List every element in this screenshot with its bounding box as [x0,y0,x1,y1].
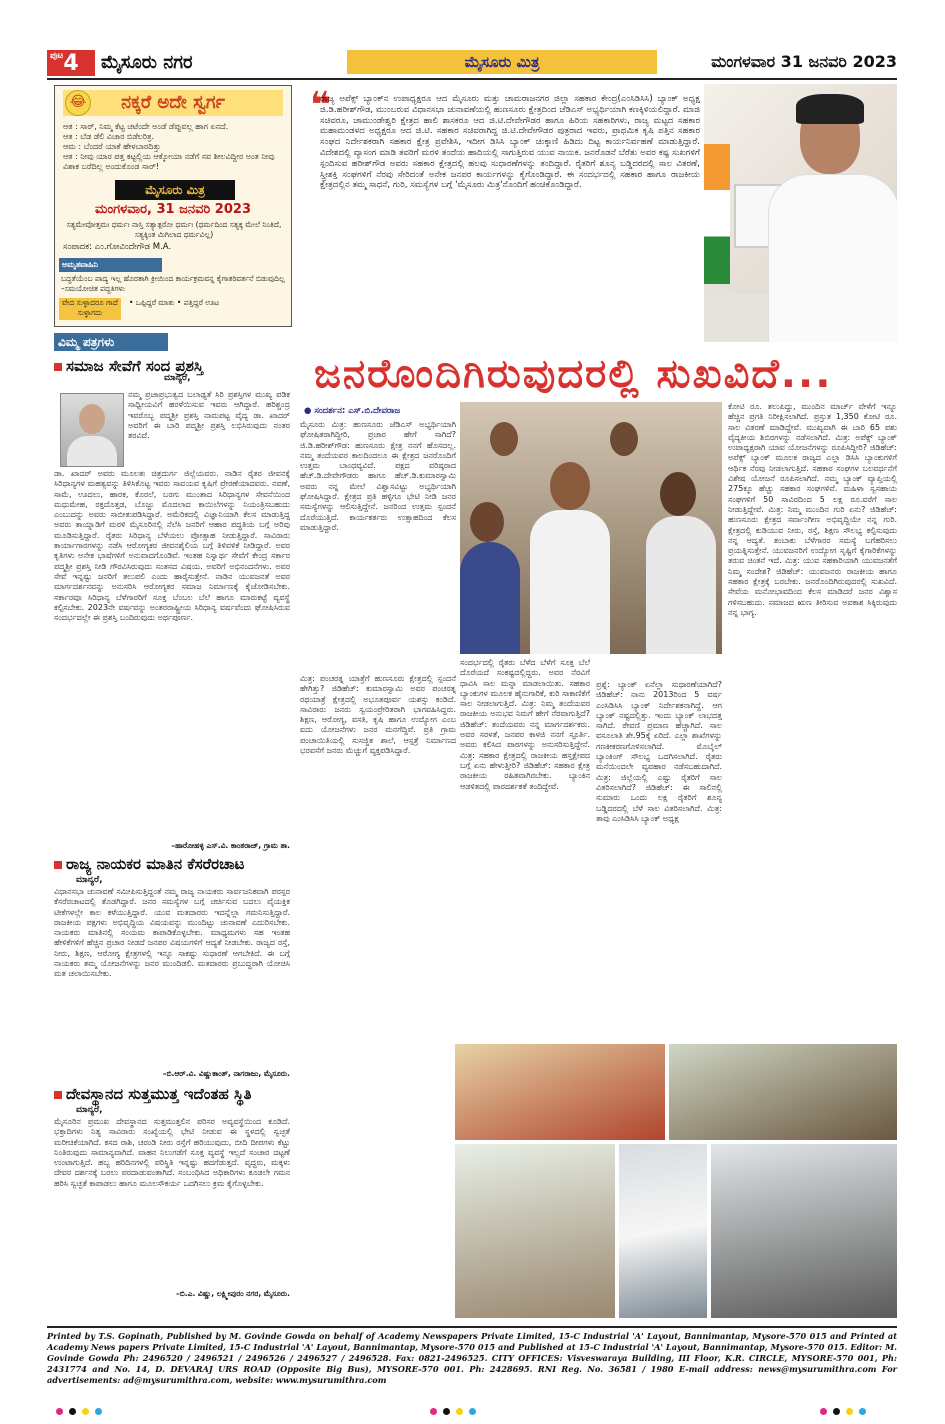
letter-signature: –ಬಿ.ಆರ್.ವಿ. ವಿಷ್ಣುಕಾಂತ್, ನಾಗರಾಜು, ಮೈಸೂರು. [162,1069,290,1078]
event-photo [455,1144,615,1318]
event-photo [455,1044,665,1140]
main-article [300,84,897,1319]
article-column: ಮೈಸೂರು ಮಿತ್ರ: ಹುಣಸೂರು ಜೆಡಿಎಸ್ ಅಭ್ಯರ್ಥಿಯಾಗಿ ಘೋಷಿತರಾಗಿದ್ದೀರಿ, ಪ್ರಚಾರ ಹೇಗೆ ಸಾಗಿದೆ? ಜಿ.ಡಿ.ಹರೀಶ್‌ಗೌಡ: ಹುಣಸೂರು ಕ್ಷೇತ್ರ ನನಗೆ ಹೊಸದಲ್ಲ. ನಮ್ಮ ತಂದೆಯವರ ಕಾಲದಿಂದಲೂ ಈ ಕ್ಷೇತ್ರದ ಜನರೊಂದಿಗೆ ಉತ್ತಮ ಬಾಂಧವ್ಯವಿದೆ. ಪಕ್ಷದ ವರಿಷ್ಠರಾದ ಹೆಚ್.ಡಿ.ದೇವೇಗೌಡರು ಹಾಗೂ ಹೆಚ್.ಡಿ.ಕುಮಾರಸ್ವಾಮಿ ಅವರು ನನ್ನ ಮೇಲೆ ವಿಶ್ವಾಸವಿಟ್ಟು ಅಭ್ಯರ್ಥಿಯಾಗಿ ಘೋಷಿಸಿದ್ದಾರೆ. ಕ್ಷೇತ್ರದ ಪ್ರತಿ ಹಳ್ಳಿಗೂ ಭೇಟಿ ನೀಡಿ ಜನರ ಸಮಸ್ಯೆಗಳನ್ನು ಆಲಿಸುತ್ತಿದ್ದೇನೆ. ಜನರಿಂದ ಉತ್ತಮ ಸ್ಪಂದನೆ ದೊರೆಯುತ್ತಿದೆ. ಕಾರ್ಯಕರ್ತರು ಉತ್ಸಾಹದಿಂದ ಕೆಲಸ ಮಾಡುತ್ತಿದ್ದಾರೆ. [300,420,456,532]
joke-dialogue [63,122,285,172]
bullet-square-icon [54,861,62,869]
letter-title: ರಾಜ್ಯ ನಾಯಕರ ಮಾತಿನ ಕೆಸರೆರಚಾಟ [54,855,244,873]
page-label: ಪುಟ [50,51,64,61]
joke-line: ಆತ : ಸಾರ್, ನಿಮ್ಮ ಕೆಟ್ಟ ಚಟೆಂದೇ ಅಂಡೆ ಡೆಪ್ಪುವಲ್ಲ ಹಾಗ ಏನದೆ. [63,122,229,131]
letter-title: ದೇವಸ್ಥಾನದ ಸುತ್ತಮುತ್ತ ಇದೆಂತಹ ಸ್ಥಿತಿ [54,1085,251,1103]
letter-signature: –ಬಿ.ಎ. ವಿಷ್ಣು, ಲಕ್ಷ್ಮೀಪುರಂ ನಗರ, ಮೈಸೂರು. [176,1289,290,1298]
article-column: ಸಂದರ್ಭದಲ್ಲಿ ರೈತರು ಬೆಳೆದ ಬೆಳೆಗೆ ಸೂಕ್ತ ಬೆಲೆ ದೊರೆಯದೆ ಸಂಕಷ್ಟದಲ್ಲಿದ್ದರು. ಅವರ ನೆರವಿಗೆ ಧಾವಿಸಿ ಸಾಲ ಮನ್ನಾ ಮಾಡಲಾಯಿತು. ಸಹಕಾರ ಬ್ಯಾಂಕುಗಳ ಮೂಲಕ ಹೈನುಗಾರಿಕೆ, ಕುರಿ ಸಾಕಾಣಿಕೆಗೆ ಸಾಲ ನೀಡಲಾಗುತ್ತಿದೆ. ಮಿತ್ರ: ನಿಮ್ಮ ತಂದೆಯವರ ರಾಜಕೀಯ ಅನುಭವ ನಿಮಗೆ ಹೇಗೆ ನೆರವಾಗುತ್ತಿದೆ? ಜಿಡಿಹೆಚ್: ತಂದೆಯವರು ನನ್ನ ಮಾರ್ಗದರ್ಶಕರು. ಅವರ ಸರಳತೆ, ಜನಪರ ಕಾಳಜಿ ನನಗೆ ಸ್ಫೂರ್ತಿ. ಅವರು ಕಲಿಸಿದ ಪಾಠಗಳನ್ನು ಅನುಸರಿಸುತ್ತಿದ್ದೇನೆ. ಮಿತ್ರ: ಸಹಕಾರ ಕ್ಷೇತ್ರದಲ್ಲಿ ರಾಜಕೀಯ ಹಸ್ತಕ್ಷೇಪದ ಬಗ್ಗೆ ಏನು ಹೇಳುತ್ತೀರಿ? ಜಿಡಿಹೆಚ್: ಸಹಕಾರ ಕ್ಷೇತ್ರ ರಾಜಕೀಯ ರಹಿತವಾಗಿರಬೇಕು. ಬ್ಯಾಂಕಿನ ಆಡಳಿತದಲ್ಲಿ ಪಾರದರ್ಶಕತೆ ತಂದಿದ್ದೇವೆ. [460,658,590,791]
printer-imprint: Printed by T.S. Gopinath, Published by M. Govinde Gowda on behalf of Academy Newspapers Private Limited, 15-C Industrial 'A' Layout, Bannimantap, Mysore-570 015 and Printed at Academy News papers Private Limited, 15-C Industrial 'A' Layout, Bannimantap, Mysore-570 015 and Published at 15-C Industrial 'A' Layout, Bannimantap, Mysore-570 015. Editor: M. Govinde Gowda Ph: 2496520 / 2496521 / 2496526 / 2496527 / 2496528. Fax: 0821-2496525. CITY OFFICES: Visveswaraya Building, III Floor, K.R. CIRCLE, MYSORE-570 001, Ph: 2431774 and No. 14, D. DEVARAJ URS ROAD (Opposite Big Bus), MYSORE-570 001. Ph: 2428695. RNI Reg. No. 36581 / 1980 E-mail address: news@mysurumithra.com For advertisements: ad@mysurumithra.com, website: www.mysurumithra.com [47,1326,897,1389]
bullet-square-icon [54,1091,62,1099]
issue-date: ಮಂಗಳವಾರ 31 ಜನವರಿ 2023 [711,52,897,71]
proverb-label: ವೇದ ಸುಳ್ಳಾದರೂ ಗಾದೆ ಸುಳ್ಳಾಗದು [59,298,121,320]
event-photo [619,1144,707,1318]
nakkare-box [54,85,292,327]
article-intro: ರಾಜ್ಯ ಅಪೆಕ್ಸ್ ಬ್ಯಾಂಕ್‌ನ ಉಪಾಧ್ಯಕ್ಷರೂ ಆದ ಮೈಸೂರು ಮತ್ತು ಚಾಮರಾಜನಗರ ಜಿಲ್ಲಾ ಸಹಕಾರ ಕೇಂದ್ರ(ಎಂಸಿಡಿಸಿಸಿ) ಬ್ಯಾಂಕ್ ಅಧ್ಯಕ್ಷ ಜಿ.ಡಿ.ಹರೀಶ್‌ಗೌಡ, ಮುಂಬರುವ ವಿಧಾನಸಭಾ ಚುನಾವಣೆಯಲ್ಲಿ ಹುಣಸೂರು ಕ್ಷೇತ್ರದಿಂದ ಜೆಡಿಎಸ್ ಅಭ್ಯರ್ಥಿಯಾಗಿ ಕಣಕ್ಕಿಳಿಯಲಿದ್ದಾರೆ. ಮಾಜಿ ಸಚಿವರೂ, ಚಾಮುಂಡೇಶ್ವರಿ ಕ್ಷೇತ್ರದ ಹಾಲಿ ಶಾಸಕರೂ ಆದ ಜಿ.ಟಿ.ದೇವೇಗೌಡರ ಹಾಗೂ ಹಿರಿಯ ಸಹಕಾರಿಗಳು, ರಾಜ್ಯ ಮಟ್ಟದ ಸಹಕಾರ ಮಹಾಮಂಡಳದ ಅಧ್ಯಕ್ಷರೂ ಆದ ಜಿ.ಟಿ. ಸಹಕಾರ ಸಚಿವರಾಗಿದ್ದ ಜಿ.ಟಿ.ದೇವೇಗೌಡರ ಪುತ್ರರಾದ ಇವರು, ಪ್ರಾಥಮಿಕ ಕೃಷಿ ಪತ್ತಿನ ಸಹಕಾರ ಸಂಘದ ನಿರ್ದೇಶಕರಾಗಿ ಸಹಕಾರ ಕ್ಷೇತ್ರ ಪ್ರವೇಶಿಸಿ, ಇದೀಗ ಡಿಸಿಸಿ ಬ್ಯಾಂಕ್ ಚುಕ್ಕಾಣಿ ಹಿಡಿದು ದಿಟ್ಟ ಕಾರ್ಯನಿರ್ವಹಣೆ ಮಾಡುತ್ತಿದ್ದಾರೆ. ವಿದೇಶದಲ್ಲಿ ವ್ಯಾಸಂಗ ಮಾಡಿ ತವರಿಗೆ ಮರಳಿ ತಂದೆಯ ಹಾದಿಯಲ್ಲಿ ಸಾಗುತ್ತಿರುವ ಯುವ ನಾಯಕ. ಜನರೊಡನೆ ಬೆರೆತು ಅವರ ಕಷ್ಟ ಸುಖಗಳಿಗೆ ಸ್ಪಂದಿಸುವ ಹರೀಶ್‌ಗೌಡ ಅವರು ಸಹಕಾರ ಕ್ಷೇತ್ರದಲ್ಲಿ ಹಲವು ಸುಧಾರಣೆಗಳನ್ನು ತಂದಿದ್ದಾರೆ. ರೈತರಿಗೆ ಶೂನ್ಯ ಬಡ್ಡಿದರದಲ್ಲಿ ಸಾಲ ವಿತರಣೆ, ಸ್ತ್ರೀಶಕ್ತಿ ಸಂಘಗಳಿಗೆ ನೆರವು ಸೇರಿದಂತೆ ಅನೇಕ ಜನಪರ ಕಾರ್ಯಗಳನ್ನು ಕೈಗೊಂಡಿದ್ದಾರೆ. ಈ ಸಂದರ್ಭದಲ್ಲಿ ಸಹಕಾರ ಹಾಗೂ ರಾಜಕೀಯ ಕ್ಷೇತ್ರದಲ್ಲಿನ ತಮ್ಮ ಸಾಧನೆ, ಗುರಿ, ಸಮಸ್ಯೆಗಳ ಬಗ್ಗೆ 'ಮೈಸೂರು ಮಿತ್ರ'ನೊಂದಿಗೆ ಹಂಚಿಕೊಂಡಿದ್ದಾರೆ. [320,94,700,191]
event-photo [669,1044,897,1140]
joke-line: ಆತ : ನೀವು ಯಾರ ಪತ್ತ ಕಟ್ಟಲ್ಲಿಯ ಆಕ್ಕೋಯಾ ನಡೆಗೆ ಸವ ಶೀಲವಿದ್ದೀರ ಅಂತ ನೀವು ವಿಶಾಕ ಬರೆದಿಲ್ಲ ಅಂದುಕೊಂಡ ಸಾರ್! [63,152,275,171]
author-portrait [60,393,124,467]
section-title: ಮೈಸೂರು ನಗರ [101,52,193,73]
byline: ● ಸಂದರ್ಶನ: ಎಸ್.ಬಿ.ದೇವರಾಜ [304,406,401,416]
color-registration-dots [56,1400,136,1410]
letter-body: ಡಾ. ಖಾದರ್ ಅವರು ಮೂಲತಃ ಚಿತ್ರದುರ್ಗ ಜಿಲ್ಲೆಯವರು. ನಾಡಿನ ರೈತರ ಜೀವನಕ್ಕೆ ಸಿರಿಧಾನ್ಯಗಳ ಮಹತ್ವವನ್ನು ತಿಳಿಸಿಕೊಟ್ಟ ಇವರು ಸಾವಯವ ಕೃಷಿಗೆ ಪ್ರೇರಣೆಯಾದವರು. ನವಣೆ, ಸಾಮೆ, ಊದಲು, ಹಾರಕ, ಕೊರಲೆ, ಬರಗು ಮುಂತಾದ ಸಿರಿಧಾನ್ಯಗಳ ಸೇವನೆಯಿಂದ ಮಧುಮೇಹ, ರಕ್ತದೊತ್ತಡ, ಬೊಜ್ಜು ಮೊದಲಾದ ಕಾಯಿಲೆಗಳನ್ನು ನಿಯಂತ್ರಿಸಬಹುದು ಎಂಬುದನ್ನು ಅವರು ಸಾಬೀತುಪಡಿಸಿದ್ದಾರೆ. ಅಮೆರಿಕದಲ್ಲಿ ವಿಜ್ಞಾನಿಯಾಗಿ ಕೆಲಸ ಮಾಡುತ್ತಿದ್ದ ಅವರು ತಾಯ್ನಾಡಿಗೆ ಮರಳಿ ಮೈಸೂರಿನಲ್ಲಿ ನೆಲೆಸಿ ಜನರಿಗೆ ಆಹಾರ ಪದ್ಧತಿಯ ಬಗ್ಗೆ ಅರಿವು ಮೂಡಿಸುತ್ತಿದ್ದಾರೆ. ರೈತರು ಸಿರಿಧಾನ್ಯ ಬೆಳೆಯಲು ಪ್ರೋತ್ಸಾಹ ನೀಡುತ್ತಿದ್ದಾರೆ. ಸಾವಿರಾರು ಕಾರ್ಯಾಗಾರಗಳನ್ನು ನಡೆಸಿ ಆರೋಗ್ಯಕರ ಜೀವನಶೈಲಿಯ ಬಗ್ಗೆ ತಿಳಿವಳಿಕೆ ನೀಡಿದ್ದಾರೆ. ಅವರ ಕೃತಿಗಳು ಅನೇಕ ಭಾಷೆಗಳಿಗೆ ಅನುವಾದಗೊಂಡಿವೆ. ಇಂತಹ ನಿಸ್ವಾರ್ಥ ಸೇವೆಗೆ ಕೇಂದ್ರ ಸರ್ಕಾರ ಪದ್ಮಶ್ರೀ ಪ್ರಶಸ್ತಿ ನೀಡಿ ಗೌರವಿಸಿರುವುದು ಸಂತಸದ ವಿಷಯ. ಅವರಿಗೆ ಅಭಿನಂದನೆಗಳು. ಅವರ ಸೇವೆ ಇನ್ನಷ್ಟು ಜನರಿಗೆ ತಲುಪಲಿ ಎಂದು ಹಾರೈಸುತ್ತೇನೆ. ನಾಡಿನ ಯುವಜನತೆ ಅವರ ಮಾರ್ಗದರ್ಶನವನ್ನು ಅನುಸರಿಸಿ ಆರೋಗ್ಯಕರ ಸಮಾಜ ನಿರ್ಮಾಣಕ್ಕೆ ಕೈಜೋಡಿಸಬೇಕು. ಸರ್ಕಾರವೂ ಸಿರಿಧಾನ್ಯ ಬೆಳೆಗಾರರಿಗೆ ಸೂಕ್ತ ಬೆಂಬಲ ಬೆಲೆ ಹಾಗೂ ಮಾರುಕಟ್ಟೆ ವ್ಯವಸ್ಥೆ ಕಲ್ಪಿಸಬೇಕು. 2023ನೇ ವರ್ಷವನ್ನು ಅಂತರರಾಷ್ಟ್ರೀಯ ಸಿರಿಧಾನ್ಯ ವರ್ಷವೆಂದು ಘೋಷಿಸಿರುವ ಸಂದರ್ಭದಲ್ಲೇ ಈ ಪ್ರಶಸ್ತಿ ಬಂದಿರುವುದು ಅರ್ಥಪೂರ್ಣ. [54,469,290,623]
laughing-face-icon: 😂 [65,90,91,116]
joke-line: ಆಮ : ಬೆಂದರೆ ಯಾಕೆ ಹೇಳಬಾರದಿತ್ತು [63,142,161,151]
letter-salutation: ಮಾನ್ಯರೆ, [76,875,103,885]
nakkare-title: 😂 ನಕ್ಕರೆ ಅದೇ ಸ್ವರ್ಗ [63,90,283,116]
letter-salutation: ಮಾನ್ಯರೆ, [76,1105,103,1115]
article-headline: ಜನರೊಂದಿಗಿರುವುದರಲ್ಲಿ ಸುಖವಿದೆ... [314,351,833,397]
letter-title: ಸಮಾಜ ಸೇವೆಗೆ ಸಂದ ಪ್ರಶಸ್ತಿ [54,357,203,375]
page-number-badge [47,50,95,76]
photo-strip [455,1144,897,1318]
motto: ಸತ್ಯಮೇವೋತ್ತಮಃ ಧರ್ಮಃ ನಾಸ್ತಿ ಸತ್ಯಾತ್ಪರೋ ಧರ್ಮಃ (ಧರ್ಮದಿಂದ ಸತ್ಯಕ್ಕ ಮೇಲೆ ನಿಂತಿದೆ, ಸತ್ಯಕ್ಕಿಂತ ಮಿಗಿಲಾದ ಧರ್ಮವಿಲ್ಲ) [66,220,282,239]
event-photo [711,1144,897,1318]
left-column [54,85,292,1300]
photo-strip [455,1044,897,1140]
editor-name: ಸಂಪಾದಕ: ಎಂ.ಗೋವಿಂದೇಗೌಡ M.A. [63,242,172,252]
color-registration-dots [820,1400,900,1410]
article-column: ಮಿತ್ರ: ಪಂಚರತ್ನ ಯಾತ್ರೆಗೆ ಹುಣಸೂರು ಕ್ಷೇತ್ರದಲ್ಲಿ ಸ್ಪಂದನೆ ಹೇಗಿತ್ತು? ಜಿಡಿಹೆಚ್: ಕುಮಾರಸ್ವಾಮಿ ಅವರ ಪಂಚರತ್ನ ರಥಯಾತ್ರೆ ಕ್ಷೇತ್ರದಲ್ಲಿ ಅಭೂತಪೂರ್ವ ಯಶಸ್ಸು ಕಂಡಿದೆ. ಸಾವಿರಾರು ಜನರು ಸ್ವಯಂಪ್ರೇರಿತರಾಗಿ ಭಾಗವಹಿಸಿದ್ದರು. ಶಿಕ್ಷಣ, ಆರೋಗ್ಯ, ವಸತಿ, ಕೃಷಿ ಹಾಗೂ ಉದ್ಯೋಗ ಎಂಬ ಐದು ಯೋಜನೆಗಳು ಜನರ ಮನಗೆದ್ದಿವೆ. ಪ್ರತಿ ಗ್ರಾಮ ಪಂಚಾಯಿತಿಯಲ್ಲಿ ಸುಸಜ್ಜಿತ ಶಾಲೆ, ಆಸ್ಪತ್ರೆ ನಿರ್ಮಾಣದ ಭರವಸೆಗೆ ಜನರು ಮೆಚ್ಚುಗೆ ವ್ಯಕ್ತಪಡಿಸಿದ್ದಾರೆ. [300,674,456,756]
proverb-text: • ಒಪ್ಪಿದ್ದರೆ ಮಾತು • ಪತ್ತಿದ್ದರೆ ಊಟ [129,298,220,307]
page-number: 4 [63,50,79,76]
article-column: ಪ್ರಶ್ನೆ: ಬ್ಯಾಂಕ್ ಏನೆಲ್ಲಾ ಸುಧಾರಣೆಯಾಗಿದೆ? ಜಿಡಿಹೆಚ್: ನಾನು 2013ರಿಂದ 5 ವರ್ಷ ಎಂಸಿಡಿಸಿಸಿ ಬ್ಯಾಂಕ್ ನಿರ್ದೇಶಕನಾಗಿದ್ದೆ. ಆಗ ಬ್ಯಾಂಕ್ ನಷ್ಟದಲ್ಲಿತ್ತು. ಇಂದು ಬ್ಯಾಂಕ್ ಲಾಭದತ್ತ ಸಾಗಿದೆ. ಠೇವಣಿ ಪ್ರಮಾಣ ಹೆಚ್ಚಾಗಿದೆ. ಸಾಲ ವಸೂಲಾತಿ ಶೇ.95ಕ್ಕೆ ಏರಿದೆ. ಎಲ್ಲಾ ಶಾಖೆಗಳನ್ನು ಗಣಕೀಕರಣಗೊಳಿಸಲಾಗಿದೆ. ಮೊಬೈಲ್ ಬ್ಯಾಂಕಿಂಗ್ ಸೌಲಭ್ಯ ಒದಗಿಸಲಾಗಿದೆ. ರೈತರು ಮನೆಯಿಂದಲೇ ವ್ಯವಹಾರ ನಡೆಸಬಹುದಾಗಿದೆ. ಮಿತ್ರ: ಜಿಲ್ಲೆಯಲ್ಲಿ ಎಷ್ಟು ರೈತರಿಗೆ ಸಾಲ ವಿತರಿಸಲಾಗಿದೆ? ಜಿಡಿಹೆಚ್: ಈ ಸಾಲಿನಲ್ಲಿ ಸುಮಾರು ಒಂದು ಲಕ್ಷ ರೈತರಿಗೆ ಶೂನ್ಯ ಬಡ್ಡಿದರದಲ್ಲಿ ಬೆಳೆ ಸಾಲ ವಿತರಿಸಲಾಗಿದೆ. ಮಿತ್ರ: ತಾವು ಎಂಸಿಡಿಸಿಸಿ ಬ್ಯಾಂಕ್ ಅಧ್ಯಕ್ಷ [596,680,722,823]
amrutha-quote: ಬದ್ಧತೆಯೆಂಬ ಪಾದ್ಯ ಇಲ್ಲ ಹೊರತಾಗಿ ಕ್ರೀಯಿಂದ ಕಾರ್ಯಕ್ರಮವನ್ನ ಕೈಗಾತರಿವರ್ತನೆ ಬಿಡುವುದಿಲ್ಲ –ಸಮಯೋಚಿತ ಪದ್ಧತಿಗಳು [61,274,285,293]
page-header [47,50,897,80]
letters-section-header [54,333,290,353]
letter-body: ಮೈಸೂರಿನ ಪ್ರಮುಖ ದೇವಸ್ಥಾನದ ಸುತ್ತಮುತ್ತಲಿನ ಪರಿಸರ ಅವ್ಯವಸ್ಥೆಯಿಂದ ಕೂಡಿದೆ. ಭಕ್ತಾದಿಗಳು ನಿತ್ಯ ಸಾವಿರಾರು ಸಂಖ್ಯೆಯಲ್ಲಿ ಭೇಟಿ ನೀಡುವ ಈ ಸ್ಥಳದಲ್ಲಿ ಸ್ವಚ್ಛತೆ ಮರೀಚಿಕೆಯಾಗಿದೆ. ಕಸದ ರಾಶಿ, ಚರಂಡಿ ನೀರು ರಸ್ತೆಗೆ ಹರಿಯುವುದು, ಬೀದಿ ದೀಪಗಳು ಕೆಟ್ಟು ನಿಂತಿರುವುದು ಸಾಮಾನ್ಯವಾಗಿದೆ. ವಾಹನ ನಿಲುಗಡೆಗೆ ಸೂಕ್ತ ವ್ಯವಸ್ಥೆ ಇಲ್ಲದೆ ಸಂಚಾರ ದಟ್ಟಣೆ ಉಂಟಾಗುತ್ತಿದೆ. ಹಬ್ಬ ಹರಿದಿನಗಳಲ್ಲಿ ಪರಿಸ್ಥಿತಿ ಇನ್ನಷ್ಟು ಹದಗೆಡುತ್ತದೆ. ವೃದ್ಧರು, ಮಕ್ಕಳು ದೇವರ ದರ್ಶನಕ್ಕೆ ಬರಲು ಪರದಾಡುವಂತಾಗಿದೆ. ಸಂಬಂಧಿಸಿದ ಅಧಿಕಾರಿಗಳು ಕೂಡಲೇ ಗಮನ ಹರಿಸಿ ಸ್ವಚ್ಛತೆ ಕಾಪಾಡಲು ಹಾಗೂ ಮೂಲಸೌಕರ್ಯ ಒದಗಿಸಲು ಕ್ರಮ ಕೈಗೊಳ್ಳಬೇಕು. [54,1117,290,1188]
amrutha-label: ಅಮೃತವಾಹಿನಿ [59,258,162,272]
letter-body: ನಮ್ಮ ಪ್ರಜಾಪ್ರಭುತ್ವದ ಬಲಾಢ್ಯತೆ ಸಿರಿ ಪ್ರಶಸ್ತಿಗಳ ಮುಖ್ಯ ಪಡಿಕ ಸಾಧ್ವೀಯವಿಗೆ ಹರಳೆಯಿಸುವ ಇವರು ಆಗಿದ್ದಾರೆ. ಹರಿಶ್ಚಂದ್ರ ಇವರೊಬ್ಬ ಪದ್ಮಶ್ರೀ ಪ್ರಶಸ್ತಿ ನಾಮಪಟ್ಟ ವೈದ್ಯ ಡಾ. ಖಾದರ್ ಅವರಿಗೆ ಈ ಬಾರಿ ಪದ್ಮಶ್ರೀ ಪ್ರಶಸ್ತಿ ಲಭಿಸಿರುವುದು ನಂತರ ತರವಿದೆ. [128,390,290,441]
bullet-square-icon [54,363,62,371]
article-column: ಕೋಟಿ ರೂ. ತಲುಪಿದ್ದು, ಮುಂದಿನ ಮಾರ್ಚ್ ವೇಳೆಗೆ ಇನ್ನೂ ಹೆಚ್ಚಿನ ಪ್ರಗತಿ ನಿರೀಕ್ಷಿಸಲಾಗಿದೆ. ಪ್ರಸ್ತುತ 1,350 ಕೋಟಿ ರೂ. ಸಾಲ ವಿತರಣೆ ಮಾಡಿದ್ದೇವೆ. ಮುಖ್ಯವಾಗಿ ಈ ಬಾರಿ 65 ಪಶು ವೈದ್ಯಕೀಯ ಶಿಬಿರಗಳನ್ನು ನಡೆಸಲಾಗಿದೆ. ಮಿತ್ರ: ಅಪೆಕ್ಸ್ ಬ್ಯಾಂಕ್ ಉಪಾಧ್ಯಕ್ಷರಾಗಿ ಯಾವ ಯೋಜನೆಗಳನ್ನು ರೂಪಿಸಿದ್ದೀರಿ? ಜಿಡಿಹೆಚ್: ಅಪೆಕ್ಸ್ ಬ್ಯಾಂಕ್ ಮೂಲಕ ರಾಜ್ಯದ ಎಲ್ಲಾ ಡಿಸಿಸಿ ಬ್ಯಾಂಕುಗಳಿಗೆ ಆರ್ಥಿಕ ನೆರವು ನೀಡಲಾಗುತ್ತಿದೆ. ಸಹಕಾರ ಸಂಘಗಳ ಬಲವರ್ಧನೆಗೆ ವಿಶೇಷ ಯೋಜನೆ ರೂಪಿಸಲಾಗಿದೆ. ನಮ್ಮ ಬ್ಯಾಂಕ್ ವ್ಯಾಪ್ತಿಯಲ್ಲಿ 275ಕ್ಕೂ ಹೆಚ್ಚು ಸಹಕಾರ ಸಂಘಗಳಿವೆ. ಮಹಿಳಾ ಸ್ವಸಹಾಯ ಸಂಘಗಳಿಗೆ 50 ಸಾವಿರದಿಂದ 5 ಲಕ್ಷ ರೂ.ವರೆಗೆ ಸಾಲ ನೀಡುತ್ತಿದ್ದೇವೆ. ಮಿತ್ರ: ನಿಮ್ಮ ಮುಂದಿನ ಗುರಿ ಏನು? ಜಿಡಿಹೆಚ್: ಹುಣಸೂರು ಕ್ಷೇತ್ರದ ಸರ್ವಾಂಗೀಣ ಅಭಿವೃದ್ಧಿಯೇ ನನ್ನ ಗುರಿ. ಕ್ಷೇತ್ರದಲ್ಲಿ ಕುಡಿಯುವ ನೀರು, ರಸ್ತೆ, ಶಿಕ್ಷಣ ಸೌಲಭ್ಯ ಕಲ್ಪಿಸುವುದು ನನ್ನ ಆದ್ಯತೆ. ತಂಬಾಕು ಬೆಳೆಗಾರರ ಸಮಸ್ಯೆ ಬಗೆಹರಿಸಲು ಪ್ರಯತ್ನಿಸುತ್ತೇನೆ. ಯುವಜನರಿಗೆ ಉದ್ಯೋಗ ಸೃಷ್ಟಿಗೆ ಕೈಗಾರಿಕೆಗಳನ್ನು ತರುವ ಚಿಂತನೆ ಇದೆ. ಮಿತ್ರ: ಯುವ ಸಹಕಾರಿಯಾಗಿ ಯುವಜನತೆಗೆ ನಿಮ್ಮ ಸಂದೇಶ? ಜಿಡಿಹೆಚ್: ಯುವಜನರು ರಾಜಕೀಯ ಹಾಗೂ ಸಹಕಾರ ಕ್ಷೇತ್ರಕ್ಕೆ ಬರಬೇಕು. ಜನರೊಂದಿಗಿರುವುದರಲ್ಲಿ ಸುಖವಿದೆ. ಸೇವೆಯ ಮನೋಭಾವದಿಂದ ಕೆಲಸ ಮಾಡಿದರೆ ಜನರ ವಿಶ್ವಾಸ ಗಳಿಸಬಹುದು. ಸಮಾಜದ ಋಣ ತೀರಿಸುವ ಅವಕಾಶ ಸಿಕ್ಕಿರುವುದು ನನ್ನ ಭಾಗ್ಯ. [728,402,897,617]
paper-logo: ಮೈಸೂರು ಮಿತ್ರ [115,180,235,200]
quote-mark-icon: ❝ [310,85,332,126]
joke-line: ಆತ : ಬೆಡ ಡೆಲಿ ವಿಚಾರ ಬಿಡೆಲರಿತ್ರ. [63,132,155,141]
letter-signature: –ಹಾರೋಹಳ್ಳಿ ಎಸ್.ವಿ. ಕಾಂತರಾಜ್, ಗ್ರಾಮ ತಾ. [171,841,290,850]
portrait-photo [704,84,897,342]
color-registration-dots [430,1400,510,1410]
letters-section-tag: ವಿಮ್ಮ ಪತ್ರಗಳು [54,333,168,351]
letter-body: ವಿಧಾನಸಭಾ ಚುನಾವಣೆ ಸಮೀಪಿಸುತ್ತಿದ್ದಂತೆ ನಮ್ಮ ರಾಜ್ಯ ನಾಯಕರು ಸಾರ್ವಜನಿಕವಾಗಿ ಪರಸ್ಪರ ಕೆಸರೆರಚಾಟದಲ್ಲಿ ತೊಡಗಿದ್ದಾರೆ. ಜನರ ಸಮಸ್ಯೆಗಳ ಬಗ್ಗೆ ಚರ್ಚಿಸುವ ಬದಲು ವೈಯಕ್ತಿಕ ಟೀಕೆಗಳಲ್ಲೇ ಕಾಲ ಕಳೆಯುತ್ತಿದ್ದಾರೆ. ಯುವ ಮತದಾರರು ಇದನ್ನೆಲ್ಲಾ ಗಮನಿಸುತ್ತಿದ್ದಾರೆ. ರಾಜಕೀಯ ಪಕ್ಷಗಳು ಅಭಿವೃದ್ಧಿಯ ವಿಷಯವನ್ನು ಮುಂದಿಟ್ಟು ಚುನಾವಣೆ ಎದುರಿಸಬೇಕು. ನಾಯಕರು ಮಾತಿನಲ್ಲಿ ಸಂಯಮ ಕಾಪಾಡಿಕೊಳ್ಳಬೇಕು. ಮಾಧ್ಯಮಗಳು ಸಹ ಇಂತಹ ಹೇಳಿಕೆಗಳಿಗೆ ಹೆಚ್ಚಿನ ಪ್ರಚಾರ ನೀಡದೆ ಜನಪರ ವಿಷಯಗಳಿಗೆ ಆದ್ಯತೆ ನೀಡಬೇಕು. ರಾಜ್ಯದ ರಸ್ತೆ, ನೀರು, ಶಿಕ್ಷಣ, ಆರೋಗ್ಯ ಕ್ಷೇತ್ರಗಳಲ್ಲಿ ಇನ್ನೂ ಸಾಕಷ್ಟು ಸುಧಾರಣೆ ಆಗಬೇಕಿದೆ. ಈ ಬಗ್ಗೆ ನಾಯಕರು ತಮ್ಮ ಯೋಜನೆಗಳನ್ನು ಜನರ ಮುಂದಿಡಲಿ. ಮತದಾರರು ಪ್ರಬುದ್ಧರಾಗಿ ಯೋಚಿಸಿ ಮತ ಚಲಾಯಿಸಬೇಕು. [54,887,290,979]
box-date: ಮಂಗಳವಾರ, 31 ಜನವರಿ 2023 [95,202,251,217]
letter-salutation: ಮಾನ್ಯರೆ, [164,373,191,383]
crowd-photo [460,402,722,654]
masthead: ಮೈಸೂರು ಮಿತ್ರ [347,50,657,74]
